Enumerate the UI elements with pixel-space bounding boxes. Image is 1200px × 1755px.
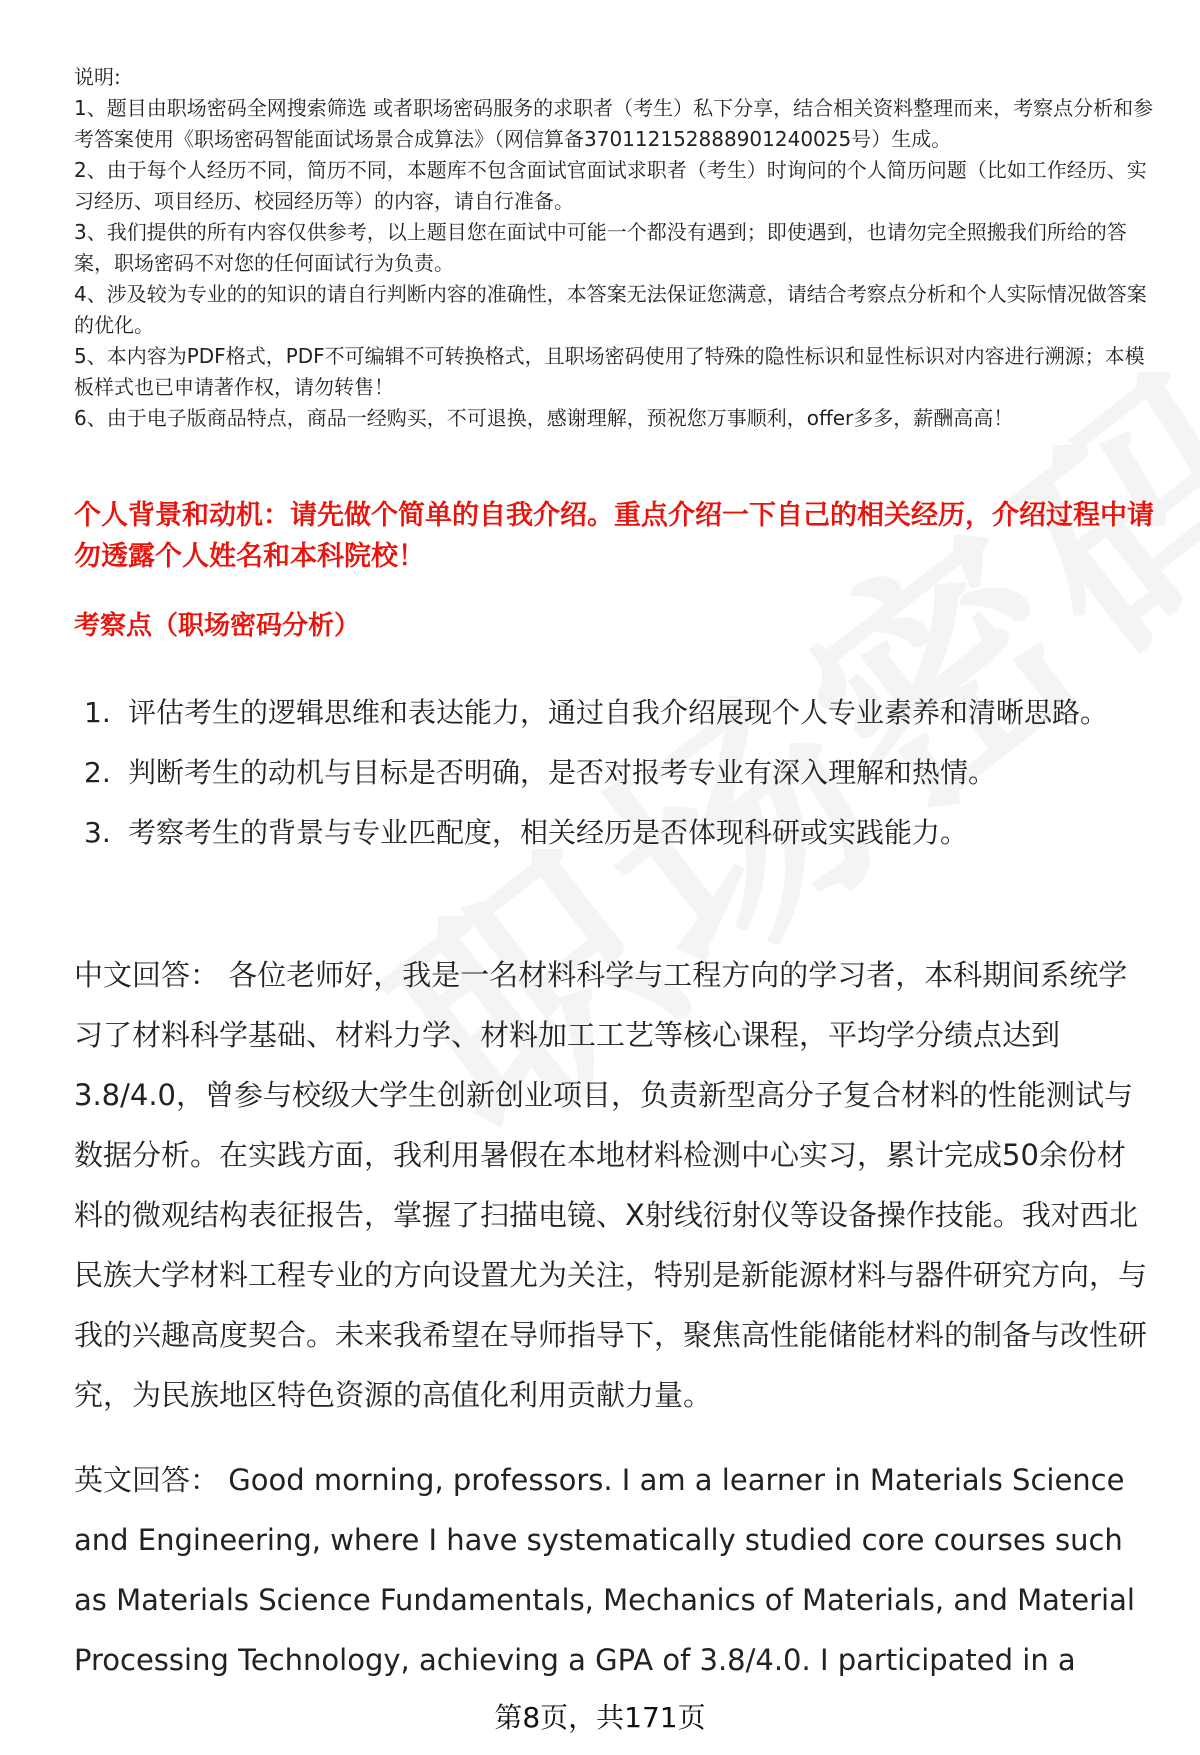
analysis-points [84,683,1164,863]
english-answer [74,1450,1154,1690]
point-text: 考察考生的背景与专业匹配度，相关经历是否体现科研或实践能力。 [128,816,969,849]
notes-title: 说明: [74,65,121,89]
note-item: 4、涉及较为专业的的知识的请自行判断内容的准确性，本答案无法保证您满意，请结合考察点分析和个人实际情况做答案的优化。 [74,282,1147,337]
question-heading: 个人背景和动机：请先做个简单的自我介绍。重点介绍一下自己的相关经历，介绍过程中请勿透露个人姓名和本科院校！ [74,500,1154,572]
chinese-answer-label: 中文回答： [74,958,220,992]
point-text: 评估考生的逻辑思维和表达能力，通过自我介绍展现个人专业素养和清晰思路。 [128,696,1109,729]
note-item: 3、我们提供的所有内容仅供参考，以上题目您在面试中可能一个都没有遇到；即使遇到，也请勿完全照搬我们所给的答案，职场密码不对您的任何面试行为负责。 [74,220,1127,275]
page-number: 第8页，共171页 [494,1701,706,1734]
chinese-answer-text: 各位老师好，我是一名材料科学与工程方向的学习者，本科期间系统学习了材料科学基础、材料力学、材料加工工艺等核心课程，平均学分绩点达到3.8/4.0，曾参与校级大学生创新创业项目，负责新型高分子复合材料的性能测试与数据分析。在实践方面，我利用暑假在本地材料检测中心实习，累计完成50余份材料的微观结构表征报告，掌握了扫描电镜、X射线衍射仪等设备操作技能。我对西北民族大学材料工程专业的方向设置尤为关注，特别是新能源材料与器件研究方向，与我的兴趣高度契合。未来我希望在导师指导下，聚焦高性能储能材料的制备与改性研究，为民族地区特色资源的高值化利用贡献力量。 [74,958,1148,1412]
analysis-point [84,683,1164,743]
point-number: 3. [84,816,111,849]
note-item: 1、题目由职场密码全网搜索筛选 或者职场密码服务的求职者（考生）私下分享，结合相关资料整理而来，考察点分析和参考答案使用《职场密码智能面试场景合成算法》（网信算备370112152888901240025号）生成。 [74,96,1154,151]
analysis-title: 考察点（职场密码分析） [74,611,361,641]
english-answer-label: 英文回答： [74,1463,220,1497]
analysis-point [84,803,1164,863]
point-text: 判断考生的动机与目标是否明确，是否对报考专业有深入理解和热情。 [128,756,997,789]
chinese-answer [74,945,1154,1425]
note-item: 2、由于每个人经历不同，简历不同，本题库不包含面试官面试求职者（考生）时询问的个人简历问题（比如工作经历、实习经历、项目经历、校园经历等）的内容，请自行准备。 [74,158,1147,213]
note-item: 6、由于电子版商品特点，商品一经购买，不可退换，感谢理解，预祝您万事顺利，offer多多，薪酬高高！ [74,406,1014,430]
note-item: 5、本内容为PDF格式，PDF不可编辑不可转换格式，且职场密码使用了特殊的隐性标识和显性标识对内容进行溯源；本模板样式也已申请著作权，请勿转售！ [74,344,1145,399]
point-number: 2. [84,756,111,789]
analysis-point [84,743,1164,803]
english-answer-text: Good morning, professors. I am a learner in Materials Science and Engineering, where I have systematically studied core courses such as Materials Science Fundamentals, Mechanics of Materials, and Material Processing Technology, achieving a GPA of 3.8/4.0. I participated in a [74,1463,1135,1677]
notes-section [74,62,1154,434]
point-number: 1. [84,696,111,729]
